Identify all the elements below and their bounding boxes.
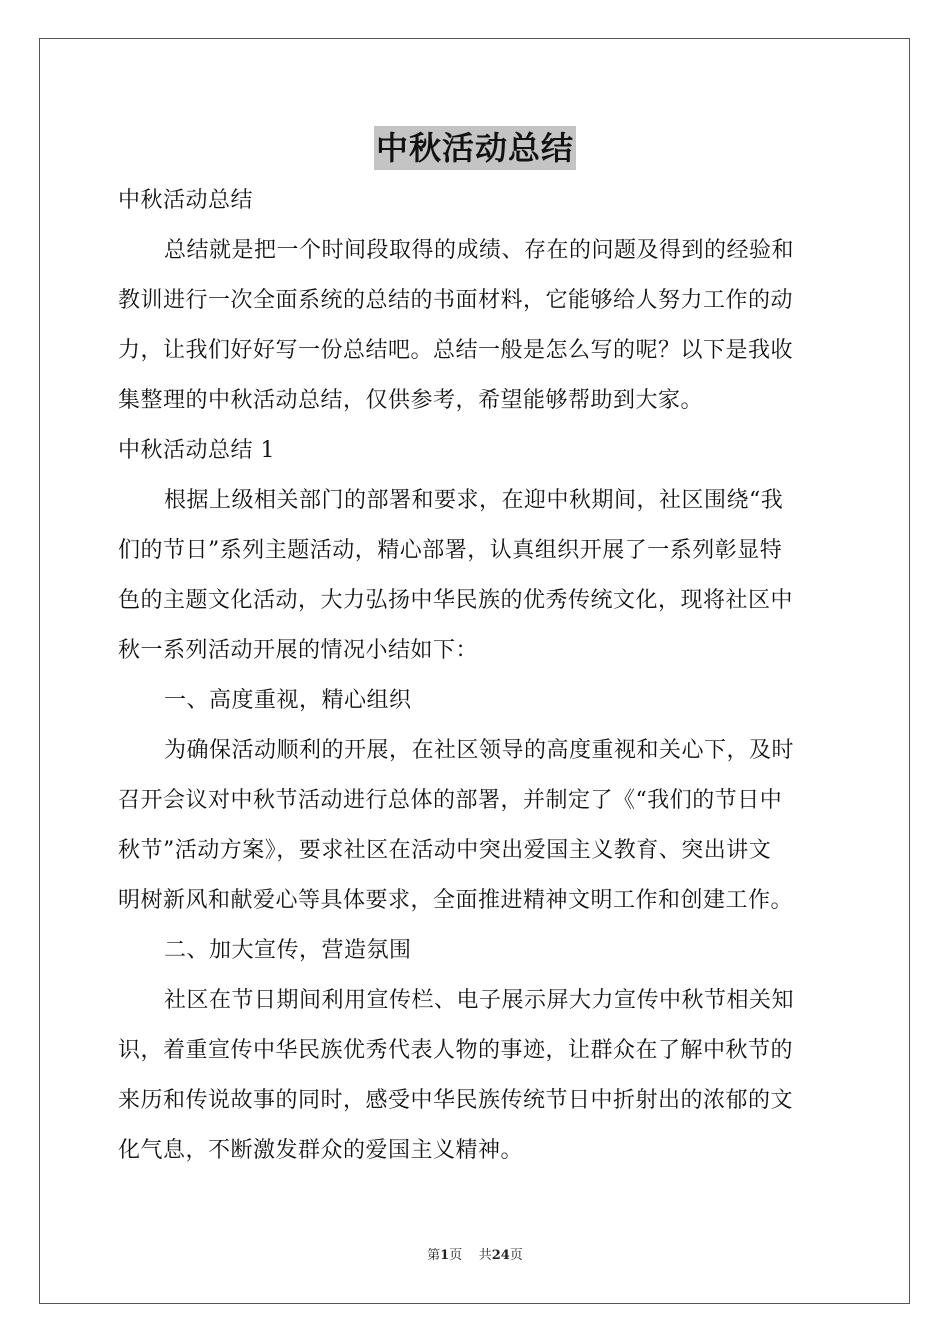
- text-line: 明树新风和献爱心等具体要求，全面推进精神文明工作和创建工作。: [118, 888, 794, 913]
- text-line: 中秋活动总结: [118, 188, 254, 213]
- text-line: 召开会议对中秋节活动进行总体的部署，并制定了《“我们的节日中: [118, 788, 783, 813]
- text-line: 化气息，不断激发群众的爱国主义精神。: [118, 1138, 524, 1163]
- text-line: 秋一系列活动开展的情况小结如下：: [118, 638, 479, 663]
- text-line: 一、高度重视，精心组织: [164, 688, 412, 713]
- total-prefix: 共: [478, 1248, 492, 1263]
- document-title: 中秋活动总结: [374, 126, 576, 170]
- text-line: 集整理的中秋活动总结，仅供参考，希望能够帮助到大家。: [118, 388, 704, 413]
- page-prefix: 第: [427, 1248, 441, 1263]
- title-container: [0, 126, 950, 170]
- text-line: 教训进行一次全面系统的总结的书面材料，它能够给人努力工作的动: [118, 288, 794, 313]
- total-suffix: 页: [509, 1248, 523, 1263]
- text-line: 总结就是把一个时间段取得的成绩、存在的问题及得到的经验和: [164, 238, 795, 263]
- document-body: [118, 176, 834, 1176]
- text-line: 们的节日”系列主题活动，精心部署，认真组织开展了一系列彰显特: [118, 538, 783, 563]
- text-line: 秋节”活动方案》，要求社区在活动中突出爱国主义教育、突出讲文: [118, 838, 772, 863]
- text-line: 识，着重宣传中华民族优秀代表人物的事迹，让群众在了解中秋节的: [118, 1038, 794, 1063]
- page-footer: [0, 1246, 950, 1266]
- total-pages: 24: [491, 1248, 510, 1263]
- text-line: 色的主题文化活动，大力弘扬中华民族的优秀传统文化，现将社区中: [118, 588, 794, 613]
- text-line: 社区在节日期间利用宣传栏、电子展示屏大力宣传中秋节相关知: [164, 988, 795, 1013]
- text-line: 根据上级相关部门的部署和要求，在迎中秋期间，社区围绕“我: [164, 488, 784, 513]
- page-number: 1: [440, 1248, 450, 1263]
- page-suffix: 页: [449, 1248, 463, 1263]
- text-line: 力，让我们好好写一份总结吧。总结一般是怎么写的呢？以下是我收: [118, 338, 794, 363]
- text-line: 为确保活动顺利的开展，在社区领导的高度重视和关心下，及时: [164, 738, 795, 763]
- text-line: 来历和传说故事的同时，感受中华民族传统节日中折射出的浓郁的文: [118, 1088, 794, 1113]
- text-line: 中秋活动总结 1: [118, 438, 275, 463]
- text-line: 二、加大宣传，营造氛围: [164, 938, 412, 963]
